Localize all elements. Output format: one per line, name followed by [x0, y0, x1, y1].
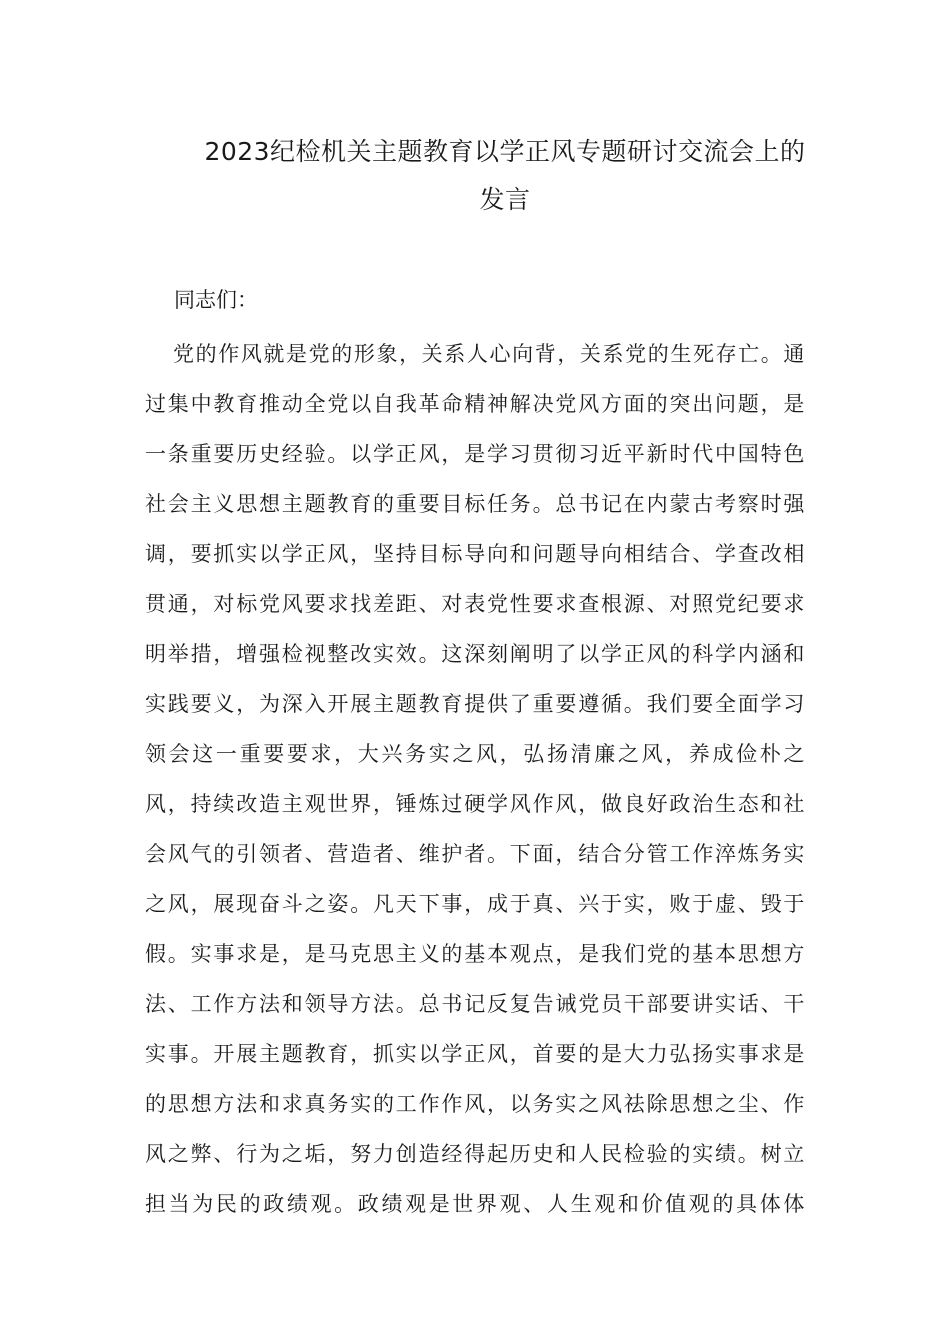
text-line: 风之弊、行为之垢，努力创造经得起历史和人民检验的实绩。树立: [145, 1142, 805, 1166]
text-line: 党的作风就是党的形象，关系人心向背，关系党的生死存亡。通: [173, 342, 805, 366]
document-title: [175, 128, 835, 224]
salutation: 同志们：: [174, 288, 258, 312]
text-line: 风，持续改造主观世界，锤炼过硬学风作风，做良好政治生态和社: [145, 792, 805, 816]
text-line: 调，要抓实以学正风，坚持目标导向和问题导向相结合、学查改相: [145, 542, 805, 566]
text-line: 之风，展现奋斗之姿。凡天下事，成于真、兴于实，败于虚、毁于: [145, 892, 805, 916]
text-line: 的思想方法和求真务实的工作作风，以务实之风祛除思想之尘、作: [145, 1092, 805, 1116]
text-line: 担当为民的政绩观。政绩观是世界观、人生观和价值观的具体体: [145, 1192, 805, 1216]
text-line: 社会主义思想主题教育的重要目标任务。总书记在内蒙古考察时强: [145, 492, 805, 516]
text-line: 过集中教育推动全党以自我革命精神解决党风方面的突出问题，是: [145, 392, 805, 416]
title-line-1: 2023纪检机关主题教育以学正风专题研讨交流会上的: [204, 137, 806, 166]
text-line: 领会这一重要要求，大兴务实之风，弘扬清廉之风，养成俭朴之: [145, 742, 805, 766]
text-line: 法、工作方法和领导方法。总书记反复告诫党员干部要讲实话、干: [145, 992, 805, 1016]
text-line: 假。实事求是，是马克思主义的基本观点，是我们党的基本思想方: [145, 942, 805, 966]
text-line: 一条重要历史经验。以学正风，是学习贯彻习近平新时代中国特色: [145, 442, 805, 466]
text-line: 贯通，对标党风要求找差距、对表党性要求查根源、对照党纪要求: [145, 592, 805, 616]
text-line: 会风气的引领者、营造者、维护者。下面，结合分管工作淬炼务实: [145, 842, 805, 866]
title-line-2: 发言: [479, 185, 531, 214]
text-line: 实践要义，为深入开展主题教育提供了重要遵循。我们要全面学习: [145, 692, 805, 716]
text-line: 实事。开展主题教育，抓实以学正风，首要的是大力弘扬实事求是: [145, 1042, 805, 1066]
body-paragraph: [145, 331, 805, 1231]
text-line: 明举措，增强检视整改实效。这深刻阐明了以学正风的科学内涵和: [145, 642, 805, 666]
